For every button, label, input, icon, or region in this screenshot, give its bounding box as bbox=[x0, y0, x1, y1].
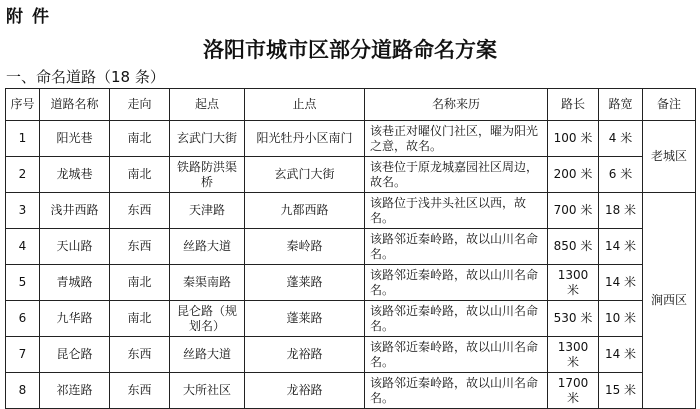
cell-width: 6 米 bbox=[599, 157, 643, 193]
cell-start: 丝路大道 bbox=[170, 337, 245, 373]
cell-direction: 东西 bbox=[110, 373, 170, 409]
cell-name: 阳光巷 bbox=[40, 121, 110, 157]
table-row bbox=[6, 229, 696, 265]
cell-end: 蓬莱路 bbox=[245, 265, 365, 301]
table-row bbox=[6, 373, 696, 409]
cell-history: 该路邻近秦岭路，故以山川名命名。 bbox=[365, 301, 548, 337]
cell-no: 1 bbox=[6, 121, 40, 157]
cell-direction: 东西 bbox=[110, 337, 170, 373]
cell-name: 龙城巷 bbox=[40, 157, 110, 193]
cell-no: 6 bbox=[6, 301, 40, 337]
cell-end: 玄武门大街 bbox=[245, 157, 365, 193]
cell-end: 阳光牡丹小区南门 bbox=[245, 121, 365, 157]
cell-width: 18 米 bbox=[599, 193, 643, 229]
cell-width: 4 米 bbox=[599, 121, 643, 157]
cell-remark-old-city: 老城区 bbox=[643, 121, 696, 193]
cell-history: 该巷位于原龙城嘉园社区周边，故名。 bbox=[365, 157, 548, 193]
cell-name: 昆仑路 bbox=[40, 337, 110, 373]
cell-start: 玄武门大街 bbox=[170, 121, 245, 157]
table-row bbox=[6, 337, 696, 373]
cell-history: 该路邻近秦岭路，故以山川名命名。 bbox=[365, 265, 548, 301]
cell-width: 15 米 bbox=[599, 373, 643, 409]
cell-history: 该路邻近秦岭路，故以山川名命名。 bbox=[365, 373, 548, 409]
cell-direction: 南北 bbox=[110, 121, 170, 157]
cell-length: 530 米 bbox=[548, 301, 599, 337]
cell-no: 3 bbox=[6, 193, 40, 229]
cell-start: 大所社区 bbox=[170, 373, 245, 409]
cell-length: 100 米 bbox=[548, 121, 599, 157]
cell-no: 2 bbox=[6, 157, 40, 193]
cell-no: 4 bbox=[6, 229, 40, 265]
cell-no: 7 bbox=[6, 337, 40, 373]
cell-end: 秦岭路 bbox=[245, 229, 365, 265]
cell-history: 该路邻近秦岭路，故以山川名命名。 bbox=[365, 229, 548, 265]
cell-length: 1700 米 bbox=[548, 373, 599, 409]
table-row bbox=[6, 301, 696, 337]
cell-no: 5 bbox=[6, 265, 40, 301]
cell-width: 14 米 bbox=[599, 265, 643, 301]
cell-name: 青城路 bbox=[40, 265, 110, 301]
table-row bbox=[6, 157, 696, 193]
cell-length: 1300 米 bbox=[548, 337, 599, 373]
cell-start: 丝路大道 bbox=[170, 229, 245, 265]
col-header-width: 路宽 bbox=[599, 89, 643, 121]
cell-no: 8 bbox=[6, 373, 40, 409]
cell-name: 祁连路 bbox=[40, 373, 110, 409]
table-row bbox=[6, 121, 696, 157]
cell-width: 14 米 bbox=[599, 229, 643, 265]
cell-end: 龙裕路 bbox=[245, 337, 365, 373]
cell-start: 昆仑路（规划名） bbox=[170, 301, 245, 337]
cell-end: 蓬莱路 bbox=[245, 301, 365, 337]
cell-length: 850 米 bbox=[548, 229, 599, 265]
cell-name: 浅井西路 bbox=[40, 193, 110, 229]
cell-direction: 南北 bbox=[110, 265, 170, 301]
section-heading: 一、命名道路（18 条） bbox=[6, 68, 165, 86]
col-header-direction: 走向 bbox=[110, 89, 170, 121]
cell-direction: 南北 bbox=[110, 301, 170, 337]
cell-name: 天山路 bbox=[40, 229, 110, 265]
document-title: 洛阳市城市区部分道路命名方案 bbox=[203, 38, 497, 62]
cell-start: 秦渠南路 bbox=[170, 265, 245, 301]
col-header-no: 序号 bbox=[6, 89, 40, 121]
cell-length: 200 米 bbox=[548, 157, 599, 193]
cell-start: 铁路防洪渠桥 bbox=[170, 157, 245, 193]
col-header-end: 止点 bbox=[245, 89, 365, 121]
col-header-history: 名称来历 bbox=[365, 89, 548, 121]
cell-length: 700 米 bbox=[548, 193, 599, 229]
col-header-length: 路长 bbox=[548, 89, 599, 121]
table-row bbox=[6, 265, 696, 301]
cell-direction: 东西 bbox=[110, 193, 170, 229]
cell-end: 九都西路 bbox=[245, 193, 365, 229]
attachment-label: 附件 bbox=[6, 7, 58, 27]
cell-length: 1300 米 bbox=[548, 265, 599, 301]
cell-remark-jianxi: 涧西区 bbox=[643, 193, 696, 409]
cell-width: 10 米 bbox=[599, 301, 643, 337]
cell-width: 14 米 bbox=[599, 337, 643, 373]
cell-history: 该路位于浅井头社区以西，故名。 bbox=[365, 193, 548, 229]
cell-end: 龙裕路 bbox=[245, 373, 365, 409]
road-naming-table bbox=[5, 88, 696, 409]
col-header-start: 起点 bbox=[170, 89, 245, 121]
col-header-remark: 备注 bbox=[643, 89, 696, 121]
cell-direction: 东西 bbox=[110, 229, 170, 265]
cell-direction: 南北 bbox=[110, 157, 170, 193]
table-row bbox=[6, 193, 696, 229]
cell-history: 该路邻近秦岭路，故以山川名命名。 bbox=[365, 337, 548, 373]
cell-name: 九华路 bbox=[40, 301, 110, 337]
cell-history: 该巷正对曜仪门社区，曜为阳光之意，故名。 bbox=[365, 121, 548, 157]
table-header-row bbox=[6, 89, 696, 121]
cell-start: 天津路 bbox=[170, 193, 245, 229]
col-header-name: 道路名称 bbox=[40, 89, 110, 121]
